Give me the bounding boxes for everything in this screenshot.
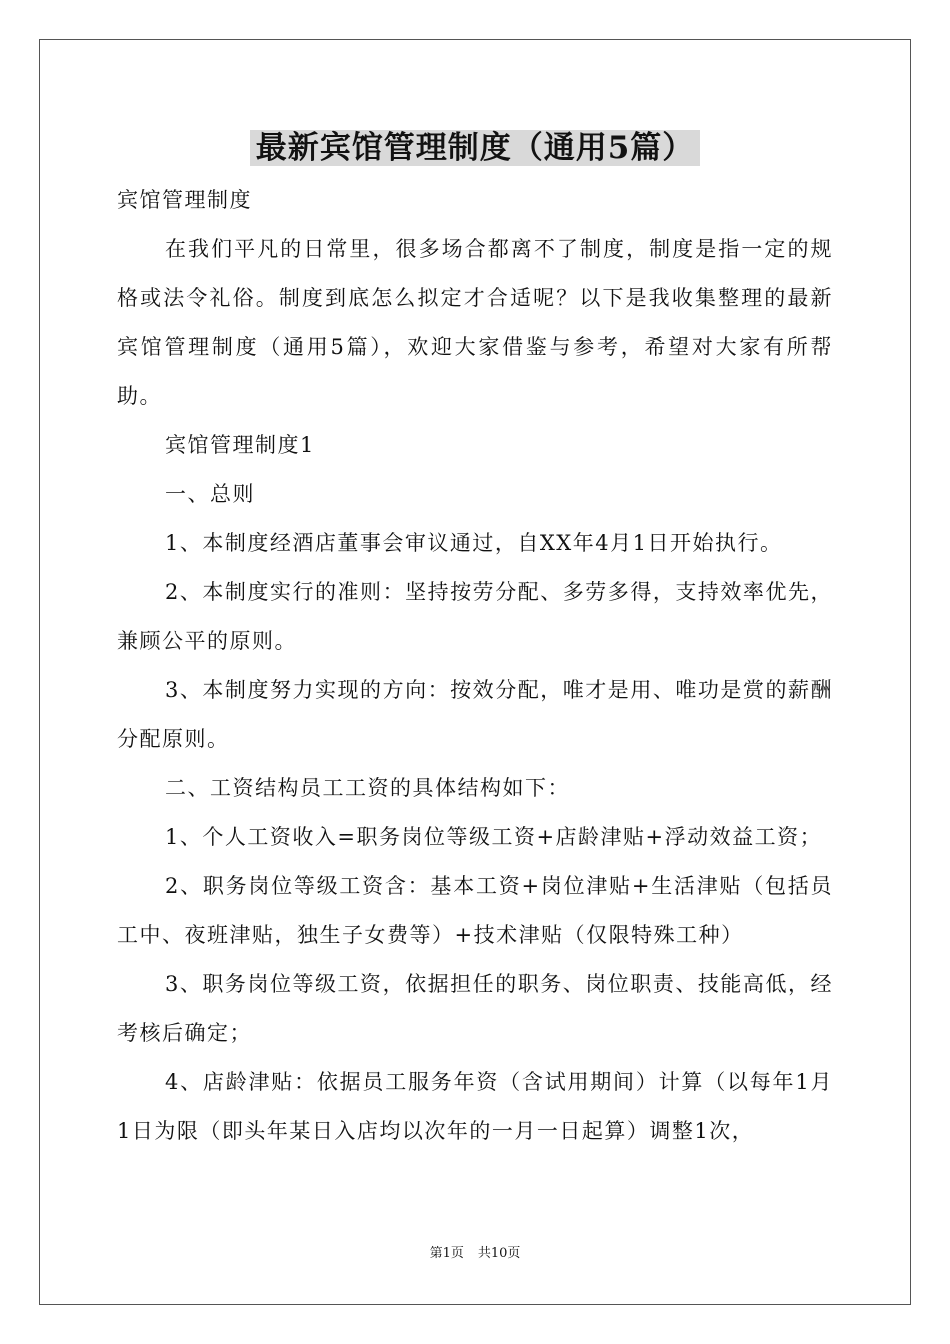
section-heading: 宾馆管理制度 — [117, 188, 252, 212]
article-heading-wage-structure: 二、工资结构员工工资的具体结构如下： — [165, 776, 570, 800]
page-total: 共10页 — [477, 1246, 521, 1261]
document-body — [117, 176, 833, 1156]
article-heading-general: 一、总则 — [165, 482, 255, 506]
clause-paragraph: 3、本制度努力实现的方向：按效分配，唯才是用、唯功是赏的薪酬分配原则。 — [117, 678, 833, 751]
clause-paragraph: 4、店龄津贴：依据员工服务年资（含试用期间）计算（以每年1月1日为限（即头年某日入店均以次年的一月一日起算）调整1次， — [117, 1070, 833, 1143]
chapter-heading: 宾馆管理制度1 — [165, 433, 315, 457]
document-title-text: 最新宾馆管理制度（通用5篇） — [250, 130, 701, 166]
clause-paragraph: 1、个人工资收入=职务岗位等级工资+店龄津贴+浮动效益工资； — [165, 825, 823, 849]
page-number: 第1页 — [429, 1246, 464, 1261]
clause-paragraph: 2、本制度实行的准则：坚持按劳分配、多劳多得，支持效率优先，兼顾公平的原则。 — [117, 580, 833, 653]
clause-paragraph: 1、本制度经酒店董事会审议通过，自XX年4月1日开始执行。 — [165, 531, 783, 555]
document-title — [0, 126, 950, 170]
page-footer — [0, 1245, 950, 1263]
intro-paragraph: 在我们平凡的日常里，很多场合都离不了制度，制度是指一定的规格或法令礼俗。制度到底怎么拟定才合适呢？以下是我收集整理的最新宾馆管理制度（通用5篇），欢迎大家借鉴与参考，希望对大家有所帮助。 — [117, 237, 833, 408]
clause-paragraph: 2、职务岗位等级工资含：基本工资+岗位津贴+生活津贴（包括员工中、夜班津贴，独生子女费等）+技术津贴（仅限特殊工种） — [117, 874, 833, 947]
clause-paragraph: 3、职务岗位等级工资，依据担任的职务、岗位职责、技能高低，经考核后确定； — [117, 972, 833, 1045]
